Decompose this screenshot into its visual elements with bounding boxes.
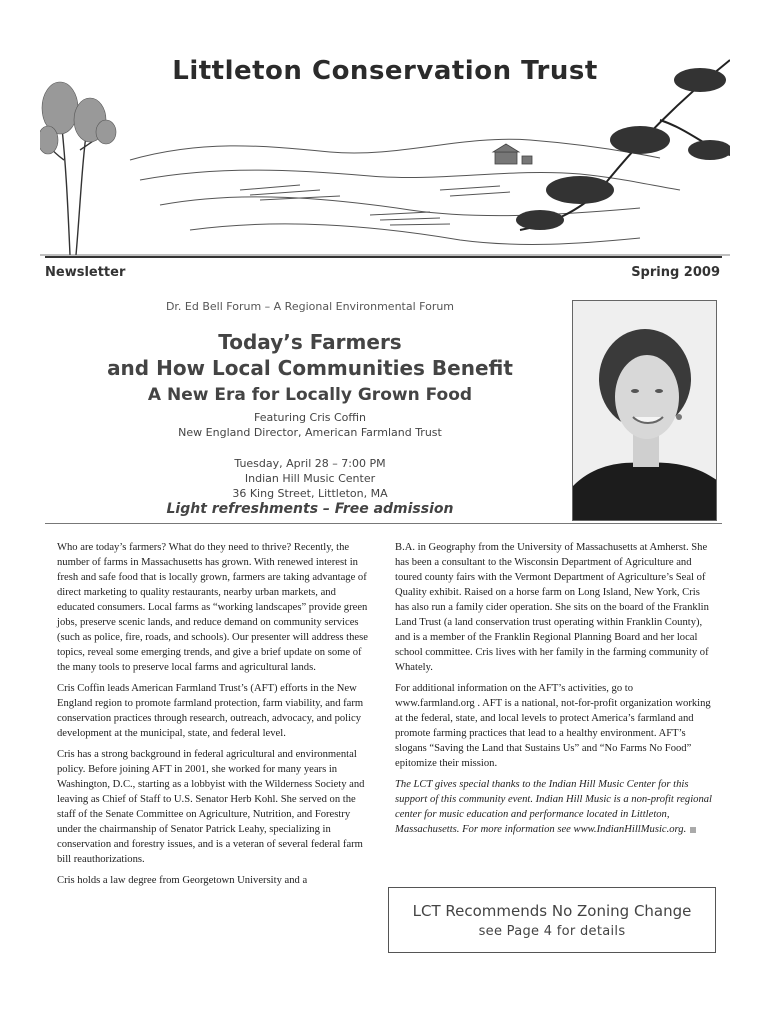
end-mark-icon [690, 827, 696, 833]
article-paragraph: Who are today’s farmers? What do they need to thrive? Recently, the number of farms in Massachusetts has grown. With renewed interest in fresh and safe food that is locally grown, farmers are taking advantage of direct marketing to quality restaurants, nearby urban markets, and educated consumers. Local farms as “working landscapes” provide green jobs, preserve scenic lands, and reduce demand on community services (such as police, fire, roads, and schools). Our presenter will address these topics, reveal some emerging trends, and give a brief update on some of the many tools to preserve local farms and agricultural lands. [57, 542, 368, 673]
newsletter-label: Newsletter [45, 265, 126, 280]
article-paragraph: For additional information on the AFT’s activities, go to www.farmland.org . AFT is a national, not-for-profit organization working at the federal, state, and local levels to protect America’s farmland and promote farming practices that lead to a healthy environment. AFT’s slogans “Saving the Land that Sustains Us” and “No Farms No Food” epitomize their mission. [395, 683, 711, 769]
article-paragraph: Cris has a strong background in federal agricultural and environmental policy. Before joining AFT in 2001, she worked for many years in Washington, D.C., starting as a lobbyist with the Wilderness Society and leaving as Chief of Staff to U.S. Senator Herb Kohl. She served on the staff of the Senate Committee on Agriculture, Nutrition, and Forestry under the chairmanship of Senator Patrick Leahy, specializing in conservation and forestry issues, and is a veteran of several federal farm bill reauthorizations. [57, 749, 365, 865]
event-subtitle: A New Era for Locally Grown Food [147, 385, 473, 405]
featuring-line: Featuring Cris Coffin [253, 411, 367, 424]
article-paragraph: Cris Coffin leads American Farmland Trust’s (AFT) efforts in the New England region to promote farmland protection, farm viability, and farm conservation practices through research, outreach, advocacy, and policy development at the municipal, state, and federal level. [57, 683, 364, 739]
callout-subtitle: see Page 4 for details [478, 924, 626, 939]
zoning-callout-box [388, 887, 716, 953]
callout-title: LCT Recommends No Zoning Change [412, 902, 692, 920]
forum-line: Dr. Ed Bell Forum – A Regional Environmental Forum [165, 300, 455, 313]
event-venue: Indian Hill Music Center [244, 472, 376, 485]
event-address: 36 King Street, Littleton, MA [232, 487, 388, 500]
section-divider [45, 523, 722, 524]
speaker-role: New England Director, American Farmland Trust [178, 426, 442, 439]
refreshments-note: Light refreshments – Free admission [166, 501, 454, 517]
speaker-portrait [572, 300, 717, 521]
issue-label: Spring 2009 [631, 265, 720, 280]
thanks-text: The LCT gives special thanks to the Indian Hill Music Center for this support of this community event. Indian Hill Music is a non-profit regional center for music education and performance located in Littleton, Massachusetts. For more information see www.IndianHillMusic.org. [395, 779, 712, 835]
event-title-line-1: Today’s Farmers [218, 330, 402, 354]
event-title-line-2: and How Local Communities Benefit [107, 356, 513, 380]
article-left-column [57, 540, 373, 894]
thanks-paragraph [395, 777, 715, 837]
masthead-divider [45, 256, 722, 258]
article-right-column [395, 540, 715, 843]
event-date-time: Tuesday, April 28 – 7:00 PM [234, 457, 386, 470]
article-paragraph: Cris holds a law degree from Georgetown University and a [57, 875, 308, 886]
newsletter-masthead-title: Littleton Conservation Trust [172, 56, 598, 86]
article-paragraph: B.A. in Geography from the University of Massachusetts at Amherst. She has been a consultant to the Wisconsin Department of Agriculture and toured county fairs with the Vermont Department of Agriculture’s Seal of Quality exhibit. Raised on a horse farm on Long Island, New York, Cris has also run a family cider operation. She sits on the board of the Franklin Land Trust (a land conservation trust operating within Franklin County), and is a member of the Franklin Regional Planning Board and her local school committee. Cris lives with her family in the farming community of Whately. [395, 542, 709, 673]
